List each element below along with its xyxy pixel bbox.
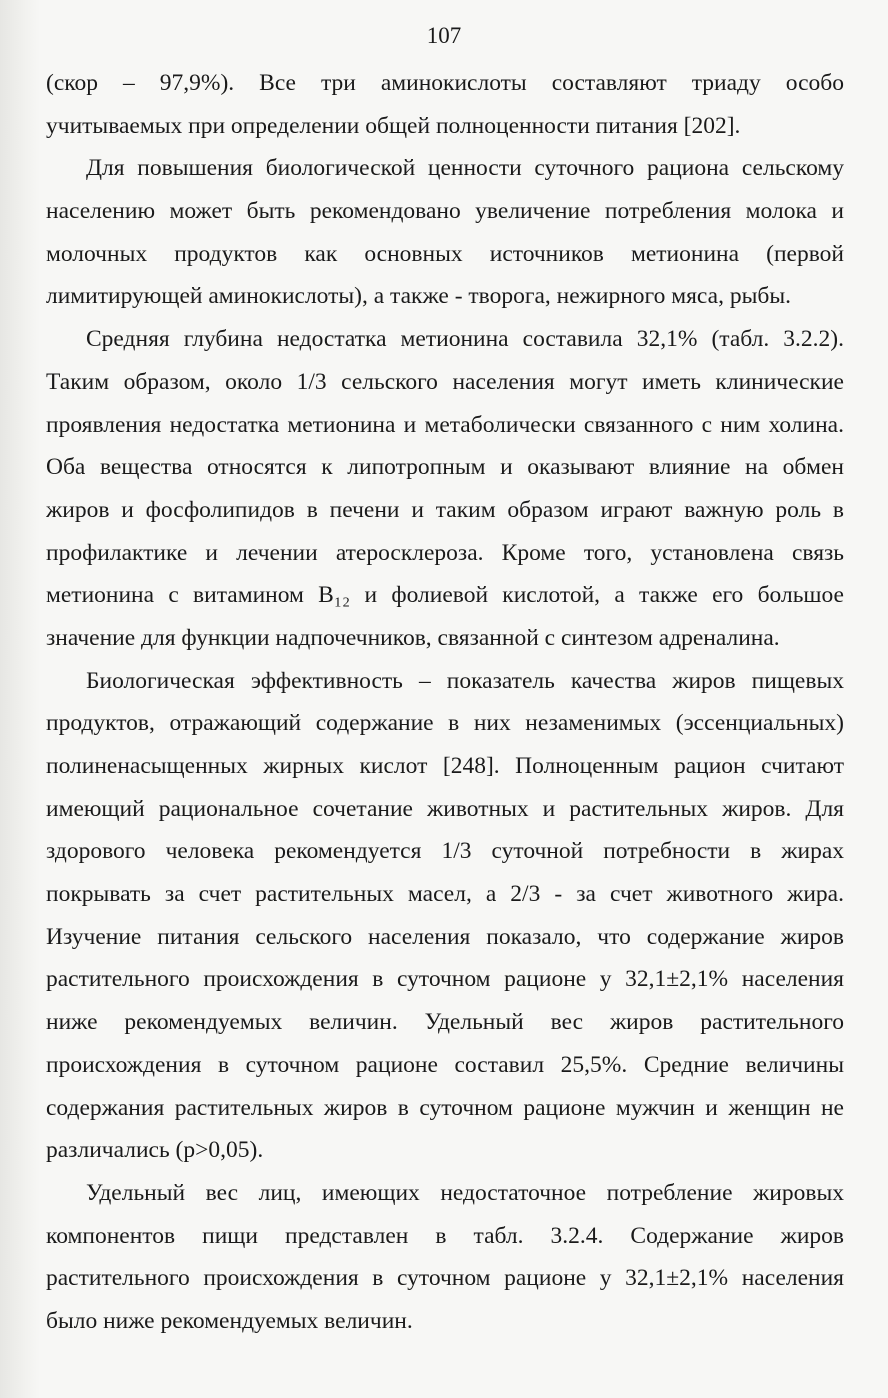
text-line: учитываемых при определении общей полноценности питания [202].	[46, 112, 741, 139]
text-line: профилактике и лечении атеросклероза. Кроме того, установлена связь	[46, 539, 844, 566]
text-line: ниже рекомендуемых величин. Удельный вес жиров растительного	[46, 1009, 844, 1036]
text-line: содержания растительных жиров в суточном рационе мужчин и женщин не	[46, 1094, 844, 1121]
text-line: Биологическая эффективность – показатель качества жиров пищевых	[86, 667, 844, 694]
text-line: растительного происхождения в суточном рационе у 32,1±2,1% населения	[46, 966, 844, 993]
document-body	[46, 62, 844, 1343]
text-line: Средняя глубина недостатка метионина составила 32,1% (табл. 3.2.2).	[86, 326, 844, 353]
text-line: Для повышения биологической ценности суточного рациона сельскому	[86, 155, 844, 182]
text-line: покрывать за счет растительных масел, а 2/3 - за счет животного жира.	[46, 881, 844, 908]
text-line: различались (p>0,05).	[46, 1137, 264, 1164]
text-line: Удельный вес лиц, имеющих недостаточное потребление жировых	[86, 1179, 844, 1206]
text-line: растительного происхождения в суточном рационе у 32,1±2,1% населения	[46, 1265, 844, 1292]
text-line: Таким образом, около 1/3 сельского населения могут иметь клинические	[46, 368, 844, 395]
text-line: метионина с витамином B₁₂ и фолиевой кислотой, а также его большое	[46, 582, 844, 609]
paragraph-4	[46, 660, 844, 1172]
text-line: Изучение питания сельского населения показало, что содержание жиров	[46, 923, 844, 950]
text-line: компонентов пищи представлен в табл. 3.2.4. Содержание жиров	[46, 1222, 844, 1249]
text-line: лимитирующей аминокислоты), а также - творога, нежирного мяса, рыбы.	[46, 283, 791, 310]
text-line: полиненасыщенных жирных кислот [248]. Полноценным рацион считают	[46, 753, 844, 779]
paragraph-3	[46, 318, 844, 660]
text-line: Оба вещества относятся к липотропным и оказывают влияние на обмен	[46, 454, 844, 481]
text-line: здорового человека рекомендуется 1/3 суточной потребности в жирах	[46, 838, 844, 865]
text-line: жиров и фосфолипидов в печени и таким образом играют важную роль в	[46, 496, 844, 523]
text-line: проявления недостатка метионина и метаболически связанного с ним холина.	[46, 411, 844, 438]
paragraph-1	[46, 62, 844, 147]
page-edge-shadow	[0, 0, 40, 1398]
text-line: молочных продуктов как основных источников метионина (первой	[46, 240, 844, 267]
text-line: происхождения в суточном рационе составил 25,5%. Средние величины	[46, 1051, 844, 1078]
text-line: продуктов, отражающий содержание в них незаменимых (эссенциальных)	[46, 710, 844, 737]
text-line: имеющий рациональное сочетание животных и растительных жиров. Для	[46, 795, 844, 822]
text-line: значение для функции надпочечников, связанной с синтезом адреналина.	[46, 624, 780, 651]
text-line: (скор – 97,9%). Все три аминокислоты составляют триаду особо	[46, 70, 844, 96]
paragraph-2	[46, 147, 844, 318]
text-line: населению может быть рекомендовано увеличение потребления молока и	[46, 198, 844, 225]
text-line: было ниже рекомендуемых величин.	[46, 1307, 413, 1334]
paragraph-5	[46, 1172, 844, 1343]
page-number: 107	[426, 23, 462, 48]
